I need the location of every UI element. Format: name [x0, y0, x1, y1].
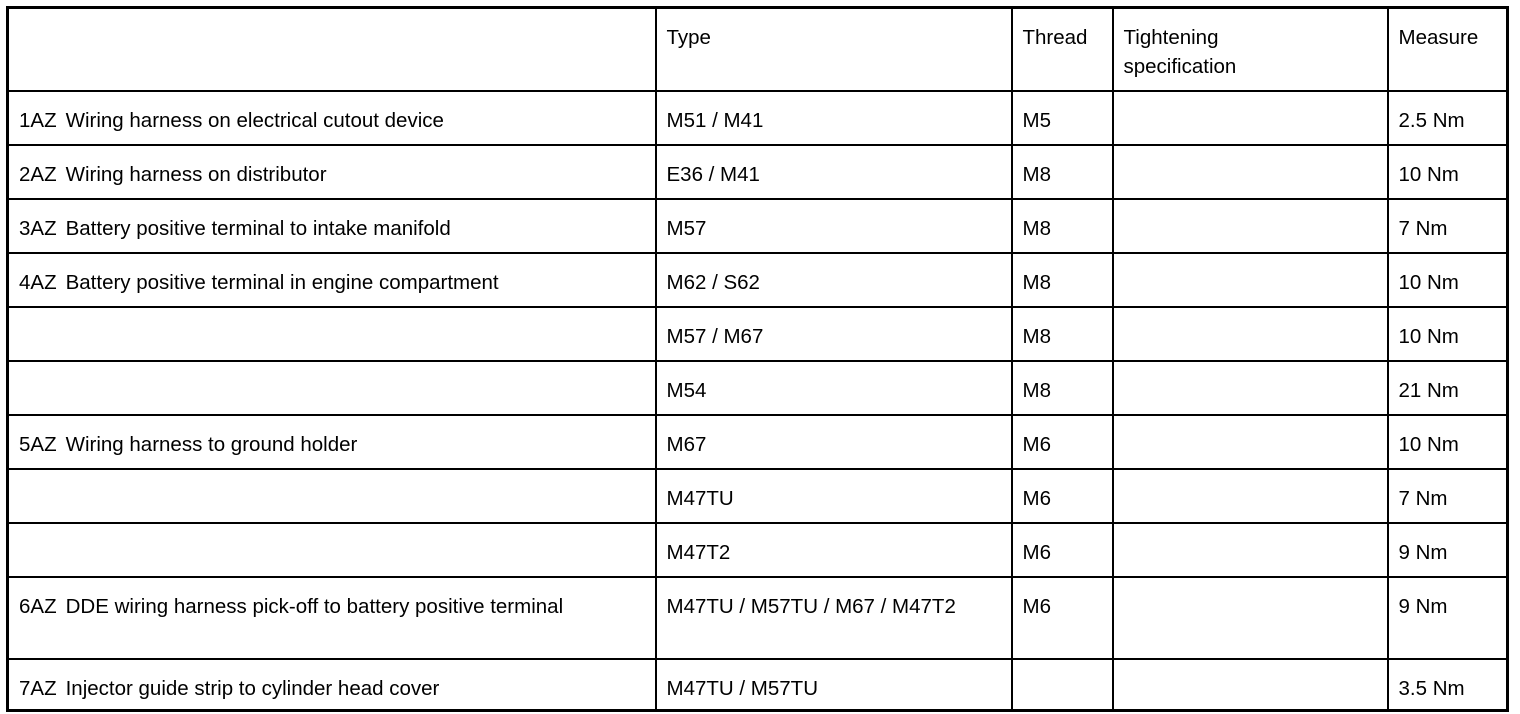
type-cell: M57 / M67 [656, 307, 1012, 361]
table-row [8, 577, 1508, 659]
thread-cell: M8 [1012, 253, 1113, 307]
table-row [8, 361, 1508, 415]
table-row [8, 199, 1508, 253]
tightening-cell [1113, 523, 1388, 577]
thread-cell: M8 [1012, 199, 1113, 253]
type-cell: M67 [656, 415, 1012, 469]
description-cell [8, 91, 656, 145]
description-cell [8, 659, 656, 711]
tightening-cell [1113, 659, 1388, 711]
item-code: 7AZ [19, 676, 57, 700]
type-cell: M47TU / M57TU [656, 659, 1012, 711]
measure-cell: 10 Nm [1388, 145, 1508, 199]
thread-cell [1012, 659, 1113, 711]
measure-cell: 3.5 Nm [1388, 659, 1508, 711]
table-row [8, 523, 1508, 577]
item-description: Wiring harness on electrical cutout device [65, 108, 444, 132]
header-measure: Measure [1388, 8, 1508, 91]
table-row [8, 253, 1508, 307]
measure-cell: 2.5 Nm [1388, 91, 1508, 145]
header-tightening: Tightening specification [1113, 8, 1388, 91]
table-row [8, 307, 1508, 361]
table-row [8, 659, 1508, 711]
description-cell [8, 199, 656, 253]
tightening-cell [1113, 253, 1388, 307]
item-description: Battery positive terminal in engine compartment [65, 270, 499, 294]
item-code: 3AZ [19, 216, 57, 240]
type-cell: M47TU [656, 469, 1012, 523]
type-cell: M47TU / M57TU / M67 / M47T2 [656, 577, 1012, 659]
measure-cell: 7 Nm [1388, 469, 1508, 523]
thread-cell: M6 [1012, 469, 1113, 523]
tightening-cell [1113, 199, 1388, 253]
type-cell: M57 [656, 199, 1012, 253]
measure-cell: 10 Nm [1388, 307, 1508, 361]
item-code: 1AZ [19, 108, 57, 132]
table-row [8, 469, 1508, 523]
item-code: 5AZ [19, 432, 57, 456]
measure-cell: 21 Nm [1388, 361, 1508, 415]
item-code: 6AZ [19, 594, 57, 618]
header-row [8, 8, 1508, 91]
type-cell: M47T2 [656, 523, 1012, 577]
thread-cell: M6 [1012, 577, 1113, 659]
tightening-cell [1113, 415, 1388, 469]
thread-cell: M8 [1012, 307, 1113, 361]
description-cell [8, 145, 656, 199]
tightening-cell [1113, 469, 1388, 523]
measure-cell: 7 Nm [1388, 199, 1508, 253]
thread-cell: M8 [1012, 361, 1113, 415]
description-cell [8, 469, 656, 523]
table-row [8, 145, 1508, 199]
header-type: Type [656, 8, 1012, 91]
item-description: DDE wiring harness pick-off to battery positive terminal [65, 594, 564, 618]
description-cell [8, 523, 656, 577]
item-description: Wiring harness on distributor [65, 162, 327, 186]
table-row [8, 91, 1508, 145]
type-cell: M51 / M41 [656, 91, 1012, 145]
tightening-cell [1113, 91, 1388, 145]
description-cell [8, 307, 656, 361]
type-cell: E36 / M41 [656, 145, 1012, 199]
thread-cell: M6 [1012, 523, 1113, 577]
measure-cell: 9 Nm [1388, 577, 1508, 659]
type-cell: M62 / S62 [656, 253, 1012, 307]
description-cell [8, 253, 656, 307]
table-row [8, 415, 1508, 469]
thread-cell: M5 [1012, 91, 1113, 145]
tightening-cell [1113, 145, 1388, 199]
thread-cell: M8 [1012, 145, 1113, 199]
item-description: Battery positive terminal to intake manifold [65, 216, 451, 240]
tightening-cell [1113, 361, 1388, 415]
description-cell [8, 361, 656, 415]
description-cell [8, 415, 656, 469]
measure-cell: 9 Nm [1388, 523, 1508, 577]
item-code: 2AZ [19, 162, 57, 186]
description-cell [8, 577, 656, 659]
measure-cell: 10 Nm [1388, 415, 1508, 469]
header-description [8, 8, 656, 91]
thread-cell: M6 [1012, 415, 1113, 469]
tightening-cell [1113, 307, 1388, 361]
item-description: Injector guide strip to cylinder head cover [65, 676, 440, 700]
measure-cell: 10 Nm [1388, 253, 1508, 307]
type-cell: M54 [656, 361, 1012, 415]
item-description: Wiring harness to ground holder [65, 432, 358, 456]
tightening-cell [1113, 577, 1388, 659]
item-code: 4AZ [19, 270, 57, 294]
torque-spec-table [6, 6, 1509, 712]
header-thread: Thread [1012, 8, 1113, 91]
